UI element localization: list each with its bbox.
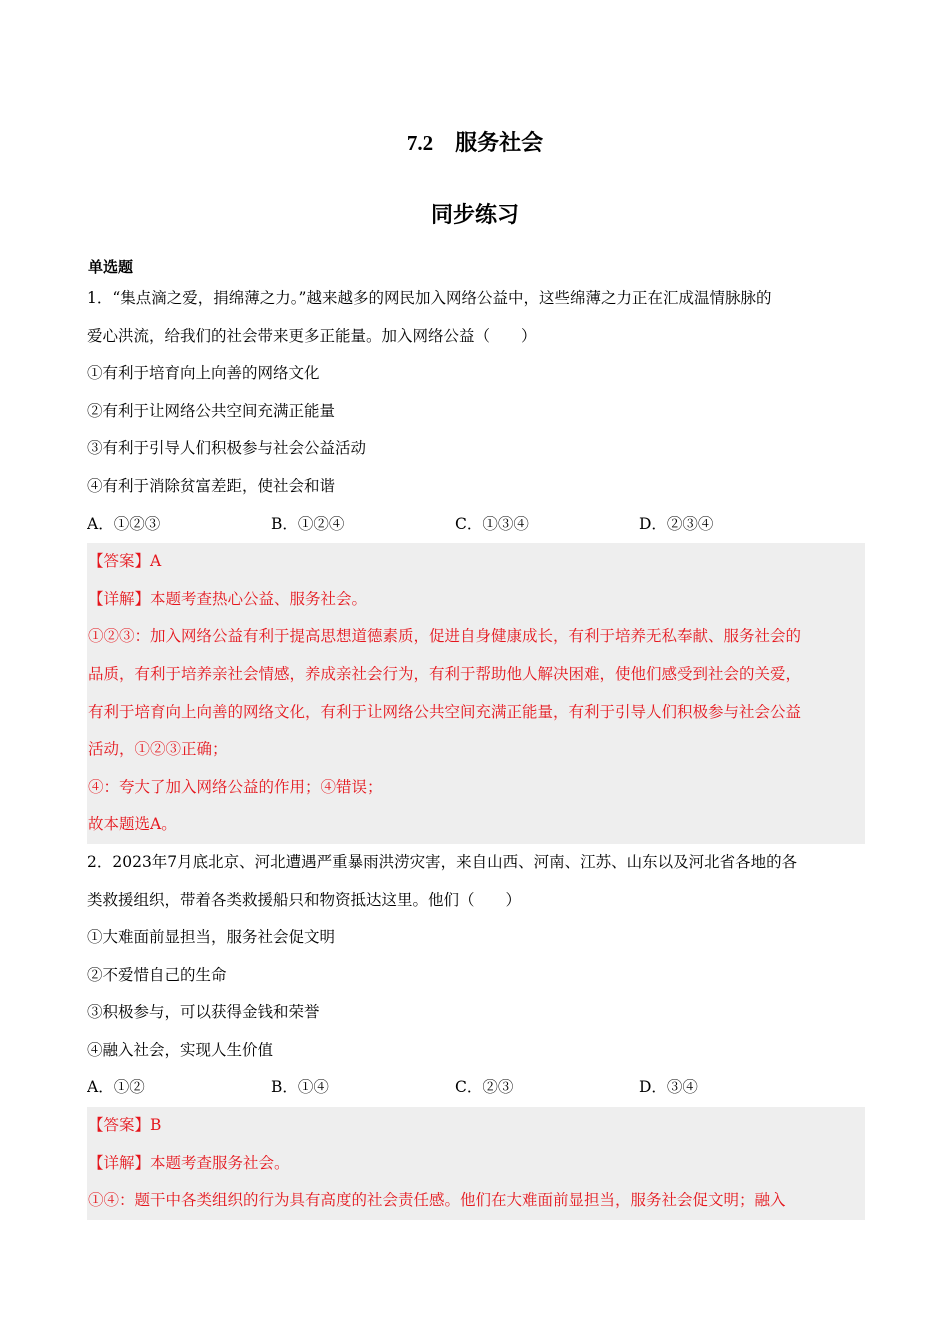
title-text: 服务社会 bbox=[455, 130, 544, 156]
answer-explanation: ④：夸大了加入网络公益的作用；④错误； bbox=[88, 777, 383, 796]
option-b: B．①④ bbox=[271, 1078, 329, 1097]
section-heading: 单选题 bbox=[88, 258, 134, 276]
title-number: 7.2 bbox=[406, 131, 434, 155]
option-d: D．②③④ bbox=[639, 514, 714, 533]
question-list bbox=[87, 280, 865, 1220]
answer-explanation: ①②③：加入网络公益有利于提高思想道德素质，促进自身健康成长，有利于培养无私奉献、服务社会的 bbox=[88, 627, 802, 646]
answer-block bbox=[87, 1107, 865, 1220]
question-statement: ①大难面前显担当，服务社会促文明 bbox=[87, 928, 336, 947]
question-statement: ②有利于让网络公共空间充满正能量 bbox=[87, 401, 336, 420]
answer-key: 【答案】A bbox=[88, 552, 162, 571]
option-a: A．①②③ bbox=[87, 514, 161, 533]
question-statement: ①有利于培育向上向善的网络文化 bbox=[87, 364, 320, 383]
question-line: 2．2023年7月底北京、河北遭遇严重暴雨洪涝灾害，来自山西、河南、江苏、山东以及河北省各地的各 bbox=[87, 852, 798, 871]
option-c: C．①③④ bbox=[455, 514, 529, 533]
answer-explanation: 【详解】本题考查热心公益、服务社会。 bbox=[88, 589, 368, 608]
answer-block bbox=[87, 543, 865, 844]
question-1 bbox=[87, 280, 865, 844]
answer-explanation: 活动，①②③正确； bbox=[88, 740, 228, 759]
page-title bbox=[0, 126, 950, 157]
option-c: C．②③ bbox=[455, 1078, 514, 1097]
question-statement: ④有利于消除贫富差距，使社会和谐 bbox=[87, 476, 336, 495]
answer-explanation: 品质，有利于培养亲社会情感，养成亲社会行为，有利于帮助他人解决困难，使他们感受到社会的关爱， bbox=[88, 664, 802, 683]
question-statement: ③积极参与，可以获得金钱和荣誉 bbox=[87, 1003, 320, 1022]
question-statement: ③有利于引导人们积极参与社会公益活动 bbox=[87, 439, 367, 458]
answer-options bbox=[87, 1069, 865, 1107]
question-line: 类救援组织，带着各类救援船只和物资抵达这里。他们（ ） bbox=[87, 890, 522, 909]
answer-explanation: ①④：题干中各类组织的行为具有高度的社会责任感。他们在大难面前显担当，服务社会促文明；融入 bbox=[88, 1191, 786, 1210]
answer-explanation: 【详解】本题考查服务社会。 bbox=[88, 1153, 290, 1172]
question-2 bbox=[87, 844, 865, 1220]
option-b: B．①②④ bbox=[271, 514, 345, 533]
answer-explanation: 有利于培育向上向善的网络文化，有利于让网络公共空间充满正能量，有利于引导人们积极参与社会公益 bbox=[88, 702, 802, 721]
answer-conclusion: 故本题选A。 bbox=[88, 815, 177, 834]
question-statement: ④融入社会，实现人生价值 bbox=[87, 1040, 274, 1059]
answer-key: 【答案】B bbox=[88, 1116, 162, 1135]
question-line: 爱心洪流，给我们的社会带来更多正能量。加入网络公益（ ） bbox=[87, 326, 537, 345]
option-d: D．③④ bbox=[639, 1078, 698, 1097]
question-line: 1．“集点滴之爱，捐绵薄之力。”越来越多的网民加入网络公益中，这些绵薄之力正在汇成温情脉脉的 bbox=[87, 289, 772, 307]
page-subtitle: 同步练习 bbox=[430, 202, 519, 228]
option-a: A．①② bbox=[87, 1078, 145, 1097]
question-statement: ②不爱惜自己的生命 bbox=[87, 965, 227, 984]
answer-options bbox=[87, 506, 865, 544]
